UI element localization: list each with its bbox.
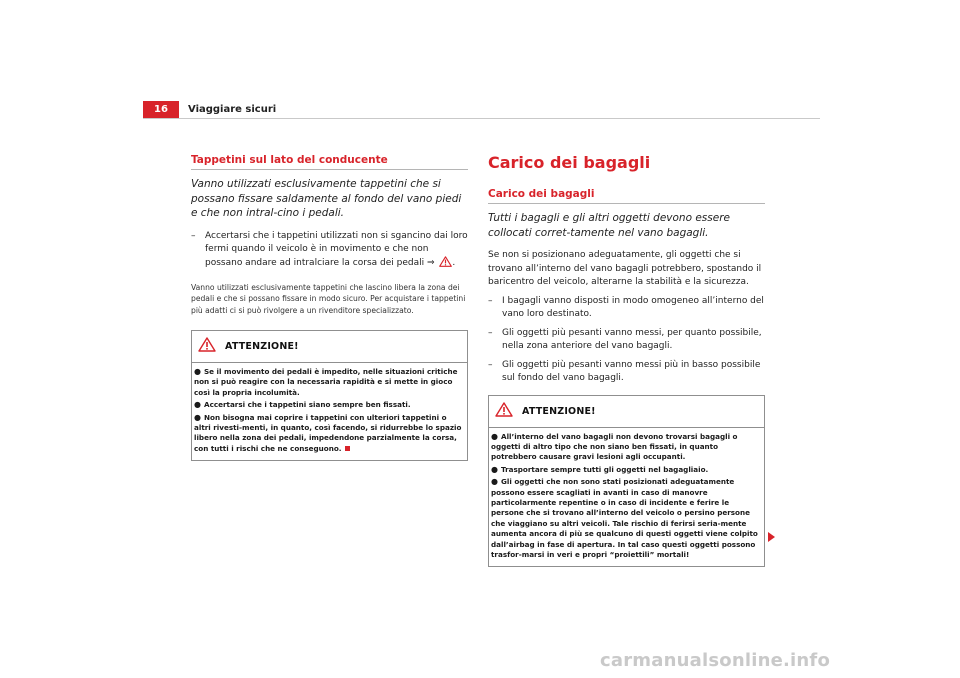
dash-marker: – — [488, 327, 493, 338]
dash-marker: – — [191, 230, 196, 241]
list-item-text: Gli oggetti più pesanti vanno messi, per quanto possibile, nella zona anteriore del vano bagagli. — [502, 327, 762, 351]
warning-box — [488, 395, 765, 568]
section-title-luggage: Carico dei bagagli — [488, 187, 765, 204]
warning-item-text: Gli oggetti che non sono stati posizionati adeguatamente possono essere scagliati in avanti in caso di manovre particolarmente repentine o in caso di incidente e ferire le persone che si trovano all’interno del veicolo o persino persone che viaggiano su altri veicoli. Tale rischio di ferirsi seria-mente aumenta ancora di più se qualcuno di questi oggetti viene colpito dall’airbag in fase di apertura. In tal caso questi oggetti possono trasfor-marsi in veri e propri “proiettili” mortali! — [491, 477, 758, 559]
list-item — [488, 359, 765, 385]
warning-triangle-icon — [495, 402, 513, 421]
warning-item — [491, 465, 760, 475]
running-header-title: Viaggiare sicuri — [188, 104, 277, 115]
warning-item — [194, 400, 463, 410]
warning-item — [194, 367, 463, 398]
bullet-icon: ● — [194, 412, 201, 422]
bullet-icon: ● — [491, 477, 498, 487]
warning-body — [192, 363, 467, 460]
list-item-text: I bagagli vanno disposti in modo omogeneo all’interno del vano loro destinato. — [502, 295, 764, 319]
body-paragraph: Se non si posizionano adeguatamente, gli oggetti che si trovano all’interno del vano bagagli potrebbero, spostando il baricentro del veicolo, alterarne la stabilità e la sicurezza. — [488, 250, 762, 287]
section-intro: Tutti i bagagli e gli altri oggetti devono essere collocati corret-tamente nel vano bagagli. — [488, 212, 730, 239]
instruction-list — [191, 230, 468, 272]
warning-item — [194, 413, 463, 455]
end-of-section-square-icon — [345, 446, 350, 451]
header-rule — [143, 118, 820, 119]
warning-label: ATTENZIONE! — [522, 405, 596, 417]
next-page-arrow-icon[interactable] — [768, 532, 775, 542]
warning-item — [491, 477, 760, 560]
bullet-icon: ● — [491, 464, 498, 474]
watermark: carmanualsonline.info — [600, 650, 831, 671]
warning-item-text: Non bisogna mai coprire i tappetini con ulteriori tappetini o altri rivesti-menti, in quanto, così facendo, si ridurrebbe lo spazio libero nella zona dei pedali, impedendone parzialmente la corsa, con tutti i rischi che ne conseguono. — [194, 412, 462, 453]
list-item-text: Accertarsi che i tappetini utilizzati non si sgancino dai loro fermi quando il veicolo è in movimento e che non possano andare ad intralciare la corsa dei pedali ⇒ — [205, 230, 468, 268]
warning-reference-icon[interactable] — [439, 256, 452, 272]
left-column — [191, 153, 468, 461]
list-item — [488, 295, 765, 321]
warning-item-text: All’interno del vano bagagli non devono trovarsi bagagli o oggetti di altro tipo che non siano ben fissati, in quanto potrebbero causare gravi lesioni agli occupanti. — [491, 431, 738, 462]
instruction-list — [488, 295, 765, 385]
list-item-period: . — [452, 257, 456, 268]
warning-item-text: Se il movimento dei pedali è impedito, nelle situazioni critiche non si può reagire con la necessaria rapidità e si mette in gioco così la propria incolumità. — [194, 367, 458, 397]
list-item-text: Gli oggetti più pesanti vanno messi più in basso possibile sul fondo del vano bagagli. — [502, 359, 761, 383]
right-column — [488, 153, 765, 567]
page-number: 16 — [143, 101, 179, 118]
section-title-floor-mats: Tappetini sul lato del conducente — [191, 153, 468, 170]
chapter-title: Carico dei bagagli — [488, 153, 651, 172]
dash-marker: – — [488, 359, 493, 370]
warning-header — [192, 331, 467, 363]
warning-header — [489, 396, 764, 428]
warning-body — [489, 428, 764, 567]
dash-marker: – — [488, 295, 493, 306]
list-item — [488, 327, 765, 353]
bullet-icon: ● — [194, 400, 201, 410]
section-intro: Vanno utilizzati esclusivamente tappetini che si possano fissare saldamente al fondo del vano piedi e che non intral-cino i pedali. — [191, 178, 462, 219]
warning-box — [191, 330, 468, 461]
list-item — [191, 230, 468, 272]
note-text: Vanno utilizzati esclusivamente tappetini che lascino libera la zona dei pedali e che si possano fissare in modo sicuro. Per acquistare i tappetini più adatti ci si può rivolgere a un rivenditore specializzato. — [191, 282, 466, 315]
bullet-icon: ● — [194, 367, 201, 376]
bullet-icon: ● — [491, 431, 498, 441]
warning-item — [491, 432, 760, 463]
warning-item-text: Accertarsi che i tappetini siano sempre ben fissati. — [204, 400, 411, 410]
warning-item-text: Trasportare sempre tutti gli oggetti nel bagagliaio. — [501, 464, 709, 474]
warning-label: ATTENZIONE! — [225, 341, 299, 352]
warning-triangle-icon — [198, 337, 216, 356]
